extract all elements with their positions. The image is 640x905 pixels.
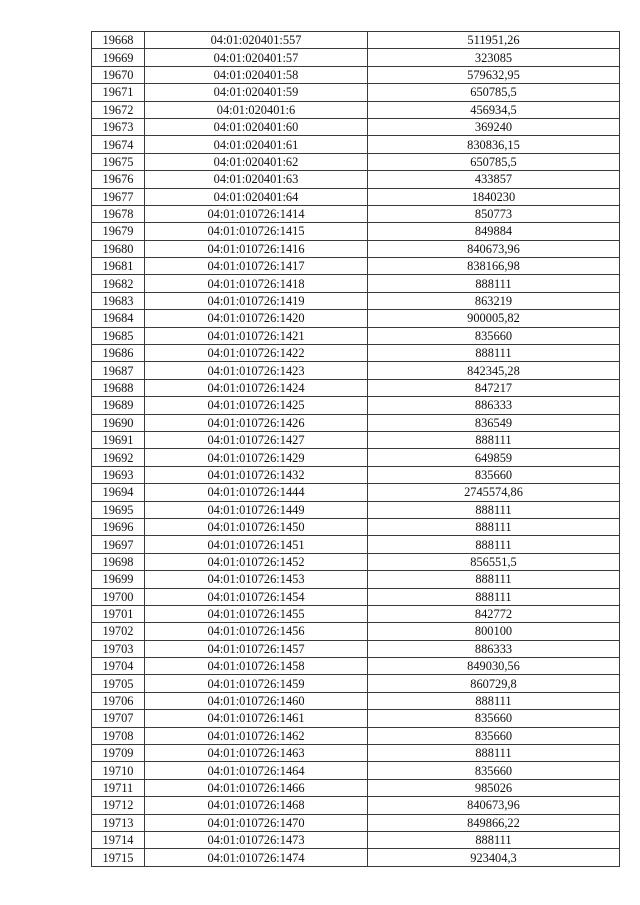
table-body [92, 32, 620, 867]
value-cell: 650785,5 [368, 153, 620, 170]
row-number-cell: 19712 [92, 797, 145, 814]
value-cell: 923404,3 [368, 849, 620, 866]
row-number-cell: 19709 [92, 745, 145, 762]
table-row [92, 258, 620, 275]
row-number-cell: 19673 [92, 118, 145, 135]
table-row [92, 240, 620, 257]
value-cell: 888111 [368, 745, 620, 762]
table-row [92, 310, 620, 327]
table-row [92, 727, 620, 744]
value-cell: 840673,96 [368, 240, 620, 257]
row-number-cell: 19697 [92, 536, 145, 553]
value-cell: 836549 [368, 414, 620, 431]
table-row [92, 605, 620, 622]
cadastral-number-cell: 04:01:020401:61 [145, 136, 368, 153]
row-number-cell: 19695 [92, 501, 145, 518]
value-cell: 830836,15 [368, 136, 620, 153]
value-cell: 650785,5 [368, 84, 620, 101]
row-number-cell: 19711 [92, 779, 145, 796]
value-cell: 579632,95 [368, 66, 620, 83]
cadastral-number-cell: 04:01:010726:1463 [145, 745, 368, 762]
value-cell: 433857 [368, 171, 620, 188]
cadastral-number-cell: 04:01:020401:63 [145, 171, 368, 188]
value-cell: 985026 [368, 779, 620, 796]
value-cell: 835660 [368, 710, 620, 727]
cadastral-number-cell: 04:01:010726:1474 [145, 849, 368, 866]
cadastral-number-cell: 04:01:010726:1461 [145, 710, 368, 727]
cadastral-number-cell: 04:01:010726:1464 [145, 762, 368, 779]
row-number-cell: 19685 [92, 327, 145, 344]
table-row [92, 623, 620, 640]
value-cell: 849884 [368, 223, 620, 240]
value-cell: 849030,56 [368, 658, 620, 675]
row-number-cell: 19698 [92, 553, 145, 570]
table-row [92, 136, 620, 153]
cadastral-number-cell: 04:01:010726:1466 [145, 779, 368, 796]
cadastral-number-cell: 04:01:020401:64 [145, 188, 368, 205]
table-row [92, 501, 620, 518]
value-cell: 847217 [368, 379, 620, 396]
value-cell: 835660 [368, 762, 620, 779]
table-row [92, 414, 620, 431]
row-number-cell: 19694 [92, 484, 145, 501]
cadastral-number-cell: 04:01:020401:57 [145, 49, 368, 66]
cadastral-number-cell: 04:01:010726:1459 [145, 675, 368, 692]
row-number-cell: 19701 [92, 605, 145, 622]
row-number-cell: 19713 [92, 814, 145, 831]
table-row [92, 84, 620, 101]
row-number-cell: 19670 [92, 66, 145, 83]
value-cell: 888111 [368, 518, 620, 535]
cadastral-number-cell: 04:01:010726:1462 [145, 727, 368, 744]
table-row [92, 223, 620, 240]
cadastral-number-cell: 04:01:020401:6 [145, 101, 368, 118]
table-row [92, 658, 620, 675]
cadastral-number-cell: 04:01:010726:1468 [145, 797, 368, 814]
cadastral-number-cell: 04:01:020401:62 [145, 153, 368, 170]
row-number-cell: 19688 [92, 379, 145, 396]
value-cell: 2745574,86 [368, 484, 620, 501]
row-number-cell: 19715 [92, 849, 145, 866]
cadastral-number-cell: 04:01:010726:1426 [145, 414, 368, 431]
value-cell: 800100 [368, 623, 620, 640]
row-number-cell: 19675 [92, 153, 145, 170]
row-number-cell: 19699 [92, 571, 145, 588]
table-row [92, 692, 620, 709]
cadastral-number-cell: 04:01:010726:1460 [145, 692, 368, 709]
table-row [92, 66, 620, 83]
row-number-cell: 19679 [92, 223, 145, 240]
value-cell: 888111 [368, 692, 620, 709]
row-number-cell: 19696 [92, 518, 145, 535]
table-row [92, 675, 620, 692]
value-cell: 456934,5 [368, 101, 620, 118]
table-row [92, 779, 620, 796]
row-number-cell: 19710 [92, 762, 145, 779]
table-row [92, 536, 620, 553]
cadastral-number-cell: 04:01:010726:1457 [145, 640, 368, 657]
value-cell: 863219 [368, 292, 620, 309]
cadastral-number-cell: 04:01:010726:1421 [145, 327, 368, 344]
table-row [92, 571, 620, 588]
table-row [92, 849, 620, 866]
table-row [92, 762, 620, 779]
row-number-cell: 19690 [92, 414, 145, 431]
cadastral-number-cell: 04:01:020401:557 [145, 32, 368, 49]
table-row [92, 379, 620, 396]
table-row [92, 205, 620, 222]
table-row [92, 518, 620, 535]
value-cell: 649859 [368, 449, 620, 466]
table-row [92, 292, 620, 309]
table-row [92, 745, 620, 762]
row-number-cell: 19674 [92, 136, 145, 153]
value-cell: 888111 [368, 536, 620, 553]
row-number-cell: 19689 [92, 397, 145, 414]
cadastral-number-cell: 04:01:010726:1470 [145, 814, 368, 831]
row-number-cell: 19680 [92, 240, 145, 257]
value-cell: 888111 [368, 345, 620, 362]
value-cell: 323085 [368, 49, 620, 66]
row-number-cell: 19703 [92, 640, 145, 657]
cadastral-number-cell: 04:01:010726:1449 [145, 501, 368, 518]
table-row [92, 831, 620, 848]
cadastral-number-cell: 04:01:010726:1425 [145, 397, 368, 414]
value-cell: 511951,26 [368, 32, 620, 49]
value-cell: 888111 [368, 501, 620, 518]
row-number-cell: 19669 [92, 49, 145, 66]
table-row [92, 275, 620, 292]
row-number-cell: 19702 [92, 623, 145, 640]
row-number-cell: 19668 [92, 32, 145, 49]
value-cell: 888111 [368, 588, 620, 605]
table-row [92, 397, 620, 414]
cadastral-number-cell: 04:01:010726:1417 [145, 258, 368, 275]
table-row [92, 32, 620, 49]
cadastral-number-cell: 04:01:010726:1414 [145, 205, 368, 222]
table-row [92, 449, 620, 466]
cadastral-number-cell: 04:01:020401:58 [145, 66, 368, 83]
cadastral-number-cell: 04:01:010726:1429 [145, 449, 368, 466]
cadastral-number-cell: 04:01:010726:1424 [145, 379, 368, 396]
row-number-cell: 19683 [92, 292, 145, 309]
value-cell: 838166,98 [368, 258, 620, 275]
value-cell: 860729,8 [368, 675, 620, 692]
cadastral-number-cell: 04:01:010726:1453 [145, 571, 368, 588]
row-number-cell: 19682 [92, 275, 145, 292]
value-cell: 886333 [368, 397, 620, 414]
value-cell: 835660 [368, 327, 620, 344]
row-number-cell: 19707 [92, 710, 145, 727]
cadastral-number-cell: 04:01:010726:1451 [145, 536, 368, 553]
cadastral-number-cell: 04:01:010726:1450 [145, 518, 368, 535]
table-row [92, 327, 620, 344]
cadastral-number-cell: 04:01:010726:1422 [145, 345, 368, 362]
table-row [92, 345, 620, 362]
row-number-cell: 19686 [92, 345, 145, 362]
table-row [92, 171, 620, 188]
value-cell: 850773 [368, 205, 620, 222]
cadastral-number-cell: 04:01:010726:1454 [145, 588, 368, 605]
value-cell: 900005,82 [368, 310, 620, 327]
value-cell: 840673,96 [368, 797, 620, 814]
cadastral-number-cell: 04:01:010726:1415 [145, 223, 368, 240]
value-cell: 888111 [368, 571, 620, 588]
value-cell: 886333 [368, 640, 620, 657]
row-number-cell: 19678 [92, 205, 145, 222]
row-number-cell: 19706 [92, 692, 145, 709]
table-row [92, 466, 620, 483]
cadastral-number-cell: 04:01:010726:1444 [145, 484, 368, 501]
cadastral-number-cell: 04:01:010726:1427 [145, 431, 368, 448]
row-number-cell: 19676 [92, 171, 145, 188]
value-cell: 888111 [368, 275, 620, 292]
value-cell: 835660 [368, 727, 620, 744]
cadastral-number-cell: 04:01:010726:1418 [145, 275, 368, 292]
value-cell: 1840230 [368, 188, 620, 205]
cadastral-value-table [91, 31, 620, 867]
cadastral-number-cell: 04:01:010726:1458 [145, 658, 368, 675]
row-number-cell: 19692 [92, 449, 145, 466]
value-cell: 888111 [368, 831, 620, 848]
cadastral-number-cell: 04:01:020401:60 [145, 118, 368, 135]
row-number-cell: 19693 [92, 466, 145, 483]
table-row [92, 797, 620, 814]
cadastral-number-cell: 04:01:010726:1452 [145, 553, 368, 570]
cadastral-number-cell: 04:01:010726:1416 [145, 240, 368, 257]
row-number-cell: 19691 [92, 431, 145, 448]
table-row [92, 362, 620, 379]
table-row [92, 101, 620, 118]
table-row [92, 640, 620, 657]
table-row [92, 553, 620, 570]
value-cell: 849866,22 [368, 814, 620, 831]
row-number-cell: 19705 [92, 675, 145, 692]
value-cell: 842345,28 [368, 362, 620, 379]
row-number-cell: 19687 [92, 362, 145, 379]
table-row [92, 153, 620, 170]
row-number-cell: 19700 [92, 588, 145, 605]
table-row [92, 49, 620, 66]
cadastral-number-cell: 04:01:010726:1432 [145, 466, 368, 483]
table-row [92, 814, 620, 831]
table-row [92, 484, 620, 501]
cadastral-number-cell: 04:01:010726:1455 [145, 605, 368, 622]
value-cell: 835660 [368, 466, 620, 483]
cadastral-number-cell: 04:01:010726:1473 [145, 831, 368, 848]
table-row [92, 588, 620, 605]
cadastral-number-cell: 04:01:010726:1420 [145, 310, 368, 327]
cadastral-number-cell: 04:01:010726:1456 [145, 623, 368, 640]
table-row [92, 188, 620, 205]
row-number-cell: 19677 [92, 188, 145, 205]
value-cell: 842772 [368, 605, 620, 622]
row-number-cell: 19714 [92, 831, 145, 848]
row-number-cell: 19704 [92, 658, 145, 675]
cadastral-number-cell: 04:01:020401:59 [145, 84, 368, 101]
value-cell: 369240 [368, 118, 620, 135]
cadastral-number-cell: 04:01:010726:1423 [145, 362, 368, 379]
table-row [92, 118, 620, 135]
row-number-cell: 19708 [92, 727, 145, 744]
cadastral-number-cell: 04:01:010726:1419 [145, 292, 368, 309]
row-number-cell: 19671 [92, 84, 145, 101]
row-number-cell: 19681 [92, 258, 145, 275]
table-row [92, 710, 620, 727]
row-number-cell: 19684 [92, 310, 145, 327]
row-number-cell: 19672 [92, 101, 145, 118]
value-cell: 888111 [368, 431, 620, 448]
value-cell: 856551,5 [368, 553, 620, 570]
table-row [92, 431, 620, 448]
